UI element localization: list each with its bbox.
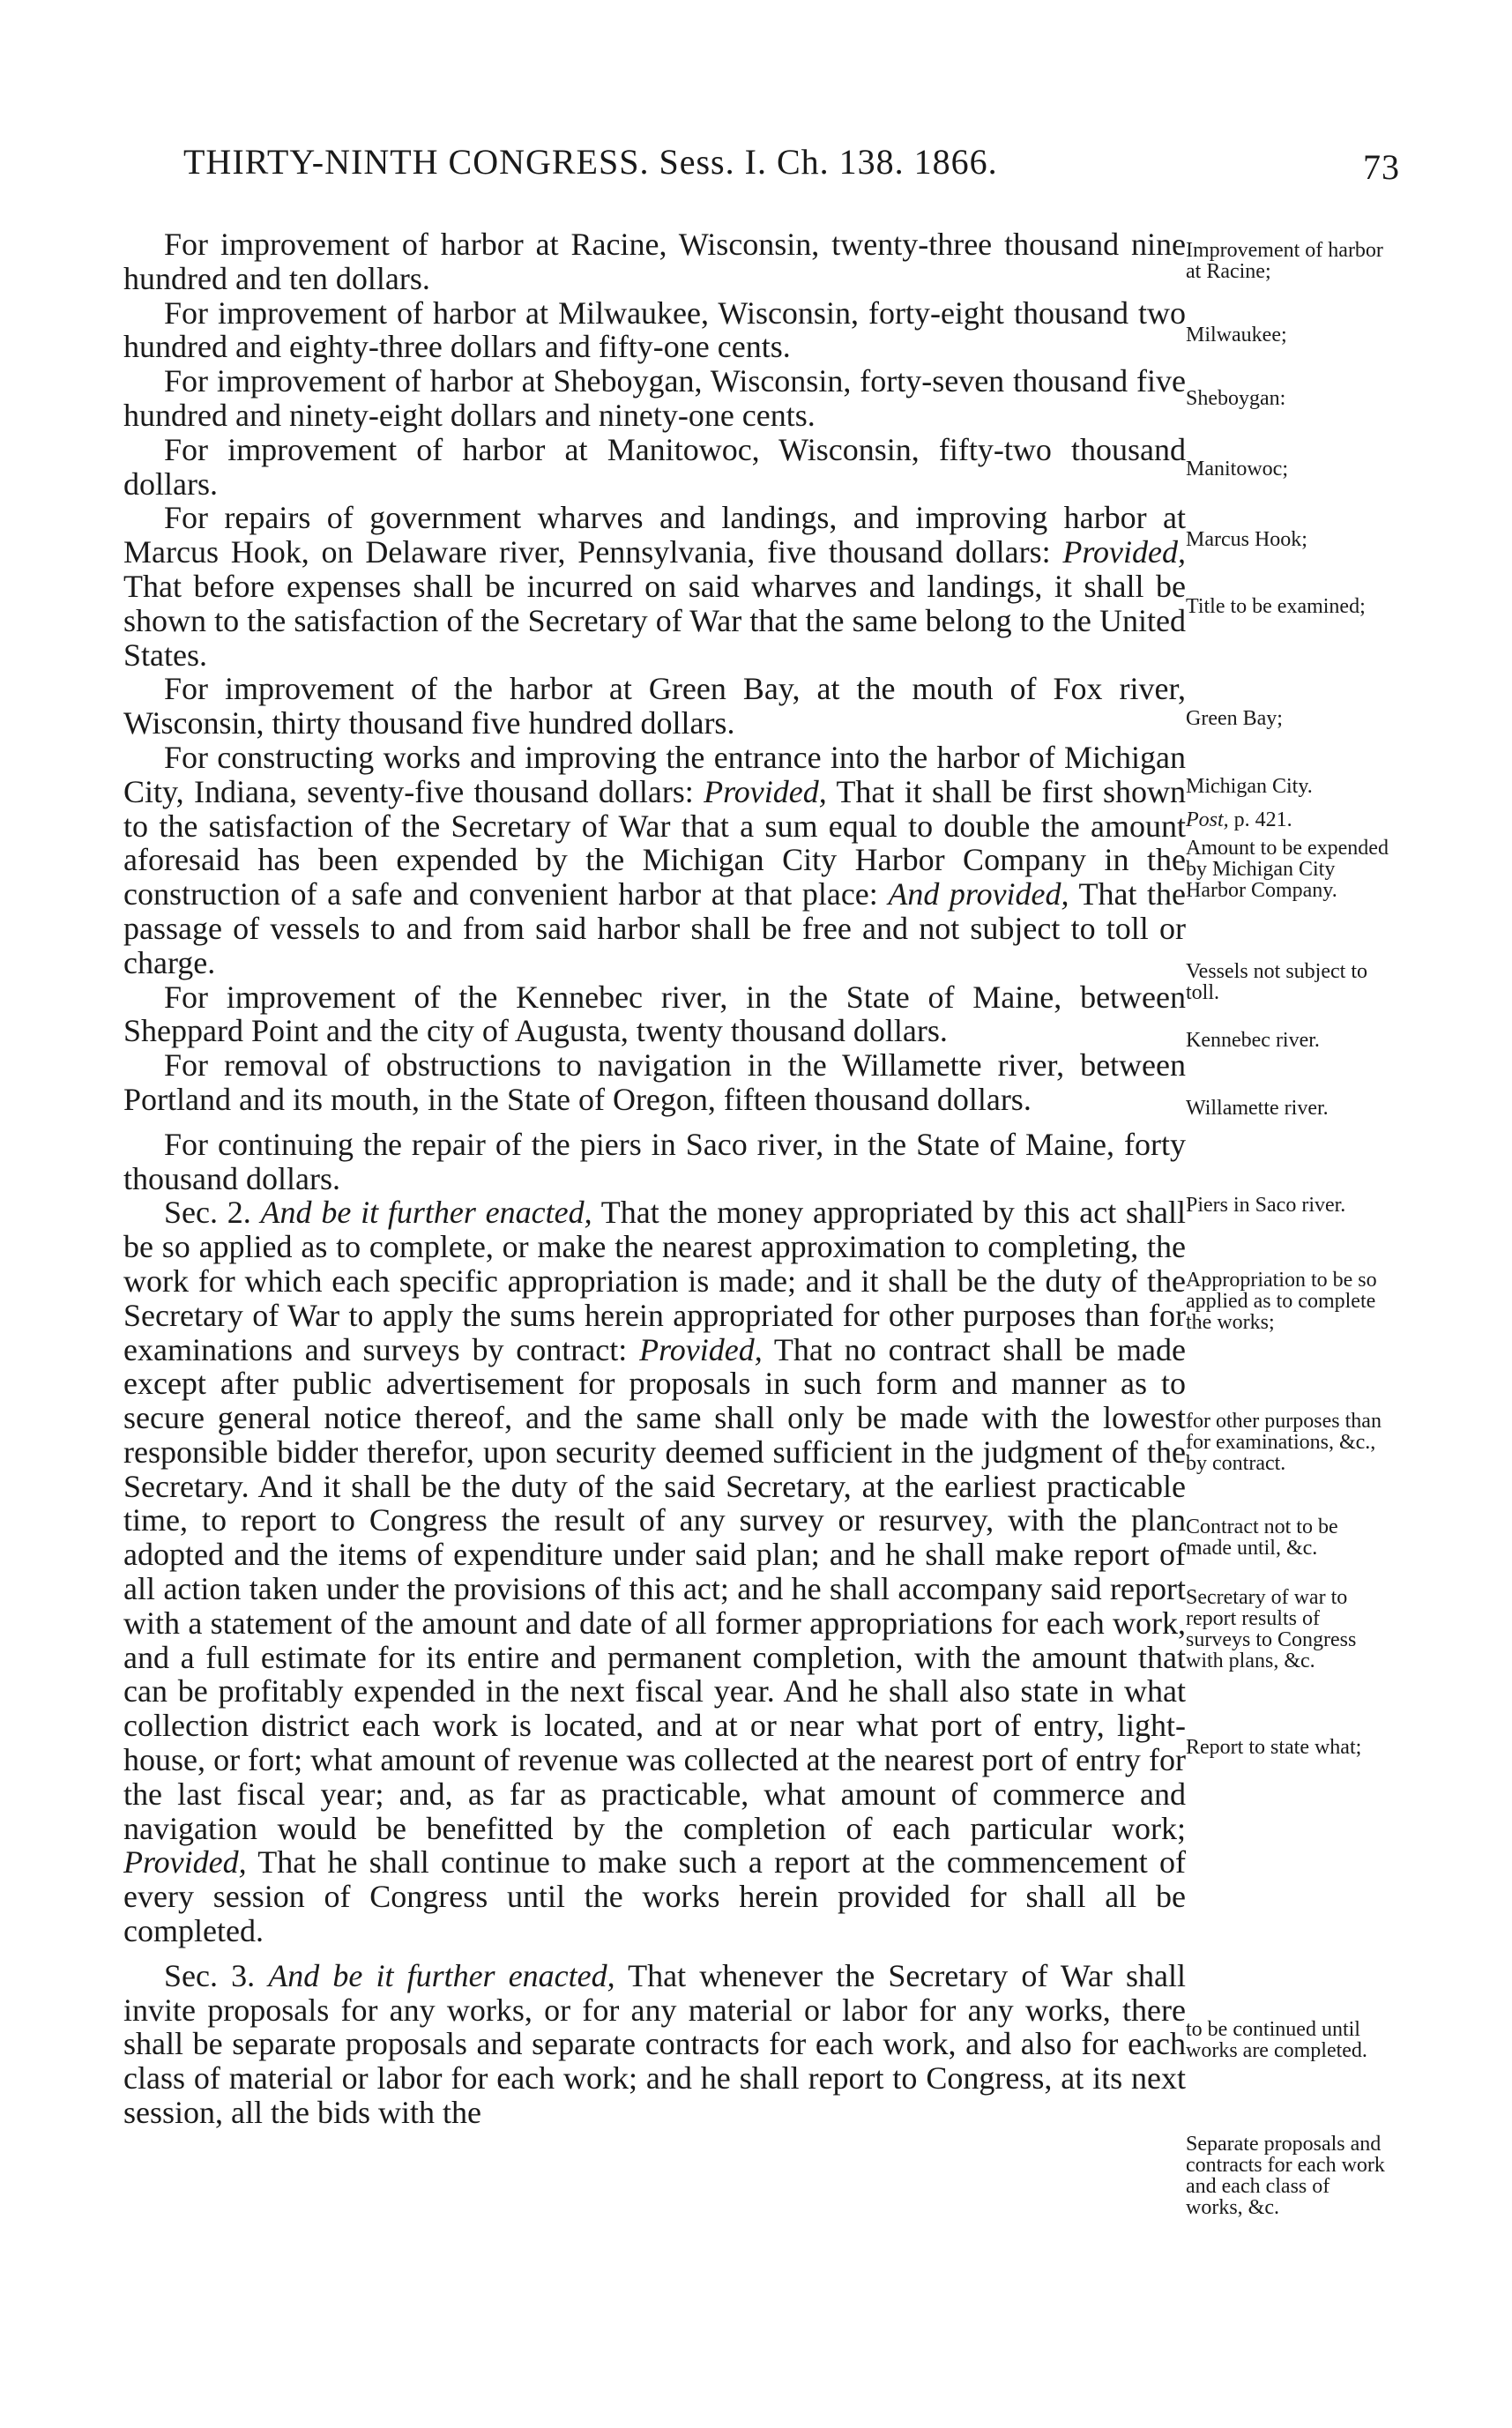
- margin-note: Amount to be expended by Michigan City Harbor Company.: [1186, 837, 1389, 902]
- paragraph-milwaukee: For improvement of harbor at Milwaukee, Wisconsin, forty-eight thousand two hundred and eighty-three dollars and fifty-one cents.: [123, 294, 1186, 365]
- italic-run: And be it further enacted,: [268, 1957, 615, 1993]
- margin-note: Willamette river.: [1186, 1097, 1329, 1120]
- italic-run: Provided,: [704, 773, 827, 809]
- text-run: That whenever the Secretary of War shall invite proposals for any works, or for any material or labor for any works, there shall be separate proposals and separate contracts for each work, and also for each class of material or labor for each work; and he shall report to Congress, at its next session, all the bids with the: [123, 1957, 1187, 2131]
- margin-note: Contract not to be made until, &c.: [1186, 1516, 1338, 1560]
- paragraph-marcus-hook: [123, 501, 1186, 672]
- paragraph-manitowoc: For improvement of harbor at Manitowoc, Wisconsin, fifty-two thousand dollars.: [123, 431, 1186, 502]
- text-run: p. 421.: [1228, 808, 1292, 831]
- text-run: For repairs of government wharves and landings, and improving harbor at Marcus Hook, on Delaware river, Pennsylvania, five thousand dollars:: [123, 500, 1186, 570]
- margin-note: Secretary of war to report results of surveys to Congress with plans, &c.: [1186, 1586, 1357, 1672]
- margin-note: Kennebec river.: [1186, 1029, 1320, 1052]
- margin-note: to be continued until works are completed.: [1186, 2018, 1367, 2062]
- margin-note: Milwaukee;: [1186, 324, 1287, 346]
- text-run: That it shall be first shown to the satisfaction of the Secretary of War that a sum equal to double the amount aforesaid has been expended by the Michigan City Harbor Company in the construction of a safe and convenient harbor at that place:: [123, 773, 1186, 912]
- margin-note: for other purposes than for examinations, &c., by contract.: [1186, 1410, 1382, 1475]
- main-text: [123, 227, 1186, 2130]
- margin-note: Piers in Saco river.: [1186, 1194, 1346, 1217]
- text-run: Sec. 3.: [164, 1957, 269, 1993]
- italic-run: Provided,: [1062, 534, 1186, 570]
- text-run: That before expenses shall be incurred on said wharves and landings, it shall be shown to the satisfaction of the Secretary of War that the same belong to the United States.: [123, 568, 1186, 673]
- text-run: That the money appropriated by this act shall be so applied as to complete, or make the nearest approximation to completing, the work for which each specific appropriation is made; and it shall be the duty of the Secretary of War to apply the sums herein appropriated for other purposes than for examinations and surveys by contract:: [123, 1195, 1186, 1367]
- paragraph-racine: For improvement of harbor at Racine, Wisconsin, twenty-three thousand nine hundred and ten dollars.: [123, 227, 1186, 296]
- margin-note: Sheboygan:: [1186, 387, 1286, 410]
- italic-run: Provided,: [123, 1844, 247, 1881]
- italic-run: And be it further enacted,: [260, 1195, 592, 1231]
- running-head: THIRTY-NINTH CONGRESS. Sess. I. Ch. 138. 1866.: [183, 142, 998, 182]
- paragraph-saco: For continuing the repair of the piers in Saco river, in the State of Maine, forty thousand dollars.: [123, 1126, 1186, 1196]
- italic-run: Post,: [1186, 808, 1229, 831]
- text-run: That the passage of vessels to and from said harbor shall be free and not subject to toll or charge.: [123, 876, 1186, 980]
- text-run: For constructing works and improving the entrance into the harbor of Michigan City, Indiana, seventy-five thousand dollars:: [123, 739, 1186, 809]
- paragraph-section-3: [123, 1959, 1186, 2130]
- margin-note: Improvement of harbor at Racine;: [1186, 239, 1383, 283]
- text-run: That he shall continue to make such a report at the commencement of every session of Congress until the works herein provided for shall all be completed.: [123, 1844, 1186, 1949]
- paragraph-section-2: [123, 1195, 1186, 1948]
- page-number: 73: [1363, 147, 1400, 187]
- italic-run: Provided,: [639, 1331, 763, 1367]
- margin-notes: [1186, 0, 1389, 2428]
- paragraph-sheboygan: For improvement of harbor at Sheboygan, Wisconsin, forty-seven thousand five hundred and ninety-eight dollars and ninety-one cents.: [123, 363, 1186, 433]
- margin-note: Vessels not subject to toll.: [1186, 960, 1367, 1004]
- margin-note: Manitowoc;: [1186, 458, 1288, 480]
- italic-run: And provided,: [888, 876, 1069, 912]
- margin-note: Marcus Hook;: [1186, 528, 1307, 551]
- text-run: Sec. 2.: [164, 1195, 261, 1231]
- paragraph-green-bay: For improvement of the harbor at Green Bay, at the mouth of Fox river, Wisconsin, thirty thousand five hundred dollars.: [123, 671, 1186, 741]
- margin-note: [1186, 809, 1389, 830]
- text-run: That no contract shall be made except after public advertisement for proposals in such form and manner as to secure general notice thereof, and the same shall only be made with the lowest responsible bidder therefor, upon security deemed sufficient in the judgment of the Secretary. And it shall be the duty of the said Secretary, at the earliest practicable time, to report to Congress the result of any survey or resurvey, with the plan adopted and the items of expenditure under said plan; and he shall make report of all action taken under the provisions of this act; and he shall accompany said report with a statement of the amount and date of all former appropriations for each work, and a full estimate for its entire and permanent completion, with the amount that can be profitably expended in the next fiscal year. And he shall also state in what collection district each work is located, and at or near what port of entry, light-house, or fort; what amount of revenue was collected at the nearest port of entry for the last fiscal year; and, as far as practicable, what amount of commerce and navigation would be benefitted by the completion of each particular work;: [123, 1331, 1186, 1846]
- paragraph-willamette: For removal of obstructions to navigation in the Willamette river, between Portland and its mouth, in the State of Oregon, fifteen thousand dollars.: [123, 1047, 1186, 1117]
- margin-note: Green Bay;: [1186, 707, 1283, 730]
- margin-note: Title to be examined;: [1186, 595, 1366, 618]
- margin-note: Separate proposals and contracts for each work and each class of works, &c.: [1186, 2133, 1385, 2219]
- paragraph-michigan-city: [123, 741, 1186, 980]
- margin-note: Report to state what;: [1186, 1736, 1362, 1759]
- paragraph-kennebec: For improvement of the Kennebec river, in the State of Maine, between Sheppard Point and the city of Augusta, twenty thousand dollars.: [123, 979, 1186, 1049]
- margin-note: Appropriation to be so applied as to complete the works;: [1186, 1269, 1377, 1334]
- margin-note: Michigan City.: [1186, 775, 1313, 798]
